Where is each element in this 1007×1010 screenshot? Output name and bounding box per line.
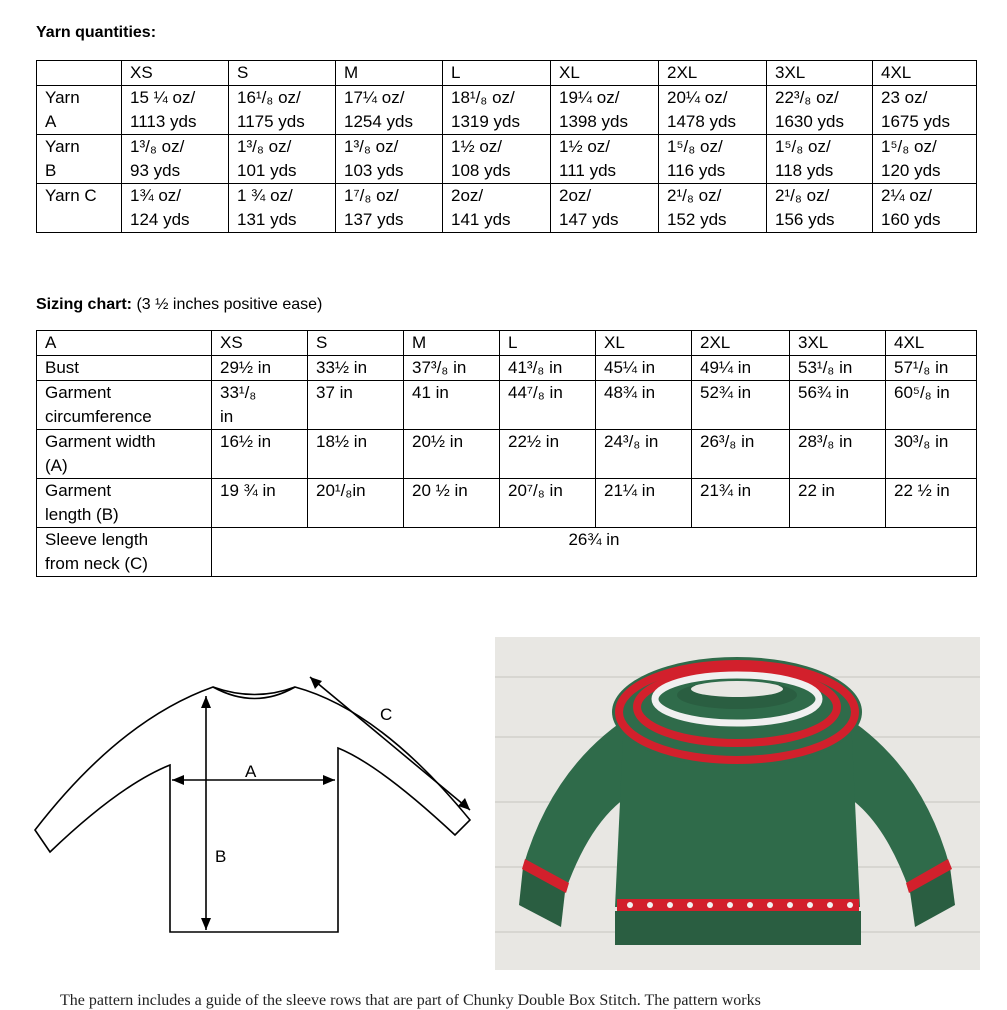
arrow-c-line [310, 677, 470, 810]
yarn-quantity-cell: 2oz/ 147 yds [551, 184, 659, 233]
yarn-row [37, 86, 977, 135]
yarn-quantity-cell: 1³/₈ oz/ 103 yds [336, 135, 443, 184]
size-header-cell: L [443, 61, 551, 86]
measurement-value-cell: 29½ in [212, 356, 308, 381]
measurement-value-cell: 26³/₈ in [692, 430, 790, 479]
yarn-quantity-cell: 1³/₈ oz/ 101 yds [229, 135, 336, 184]
size-header-cell: L [500, 331, 596, 356]
sizing-heading: Sizing chart: (3 ½ inches positive ease) [36, 296, 323, 313]
measurement-value-cell: 37 in [308, 381, 404, 430]
yarn-quantity-cell: 1¾ oz/ 124 yds [122, 184, 229, 233]
label-b: B [215, 847, 227, 866]
sizing-header-corner: A [37, 331, 212, 356]
measurement-value-cell: 53¹/₈ in [790, 356, 886, 381]
yarn-quantity-cell: 1½ oz/ 111 yds [551, 135, 659, 184]
sweater-schematic-diagram [30, 660, 480, 945]
measurement-value-cell: 33¹/₈ in [212, 381, 308, 430]
measurement-value-cell: 22 in [790, 479, 886, 528]
measurement-label-cell: Garment length (B) [37, 479, 212, 528]
measurement-value-cell: 60⁵/₈ in [886, 381, 977, 430]
measurement-value-cell: 48¾ in [596, 381, 692, 430]
size-header-cell: 4XL [886, 331, 977, 356]
measurement-value-cell: 24³/₈ in [596, 430, 692, 479]
yarn-quantity-cell: 15 ¼ oz/ 1113 yds [122, 86, 229, 135]
yarn-quantity-cell: 17¼ oz/ 1254 yds [336, 86, 443, 135]
measurement-value-cell: 56¾ in [790, 381, 886, 430]
measurement-value-cell: 44⁷/₈ in [500, 381, 596, 430]
measurement-label-cell: Sleeve length from neck (C) [37, 528, 212, 577]
yarn-quantity-cell: 2¹/₈ oz/ 152 yds [659, 184, 767, 233]
measurement-value-cell: 22½ in [500, 430, 596, 479]
sizing-row [37, 356, 977, 381]
yarn-quantity-cell: 1³/₈ oz/ 93 yds [122, 135, 229, 184]
yarn-heading: Yarn quantities: [36, 24, 157, 41]
measurement-value-cell: 21¾ in [692, 479, 790, 528]
yarn-quantity-cell: 20¼ oz/ 1478 yds [659, 86, 767, 135]
sizing-row [37, 528, 977, 577]
measurement-value-cell: 57¹/₈ in [886, 356, 977, 381]
merged-measurement-cell: 26¾ in [212, 528, 977, 577]
size-header-cell: XL [551, 61, 659, 86]
measurement-value-cell: 21¼ in [596, 479, 692, 528]
measurement-label-cell: Garment circumference [37, 381, 212, 430]
size-header-cell: XS [122, 61, 229, 86]
size-header-cell: 3XL [790, 331, 886, 356]
measurement-value-cell: 33½ in [308, 356, 404, 381]
size-header-cell: XL [596, 331, 692, 356]
yarn-quantity-cell: 23 oz/ 1675 yds [873, 86, 977, 135]
yarn-header-corner [37, 61, 122, 86]
yarn-quantity-cell: 2oz/ 141 yds [443, 184, 551, 233]
measurement-value-cell: 41³/₈ in [500, 356, 596, 381]
yarn-quantity-cell: 1⁷/₈ oz/ 137 yds [336, 184, 443, 233]
measurement-value-cell: 49¼ in [692, 356, 790, 381]
measurement-value-cell: 22 ½ in [886, 479, 977, 528]
size-header-cell: M [336, 61, 443, 86]
yarn-quantity-cell: 1½ oz/ 108 yds [443, 135, 551, 184]
yarn-quantity-cell: 19¼ oz/ 1398 yds [551, 86, 659, 135]
size-header-cell: 3XL [767, 61, 873, 86]
measurement-value-cell: 16½ in [212, 430, 308, 479]
sizing-header-row [37, 331, 977, 356]
sweater-photo [495, 637, 980, 970]
yarn-quantity-cell: 1⁵/₈ oz/ 116 yds [659, 135, 767, 184]
size-header-cell: 2XL [692, 331, 790, 356]
size-header-cell: S [308, 331, 404, 356]
yarn-label-cell: Yarn B [37, 135, 122, 184]
measurement-value-cell: 41 in [404, 381, 500, 430]
sizing-chart-table [36, 330, 977, 577]
sizing-row [37, 381, 977, 430]
schematic-outline [35, 687, 470, 932]
sizing-row [37, 430, 977, 479]
yarn-row [37, 184, 977, 233]
yarn-quantities-table [36, 60, 977, 233]
label-a: A [245, 762, 257, 781]
footer-text: The pattern includes a guide of the sleeve rows that are part of Chunky Double Box Stitch. The pattern works [60, 992, 761, 1009]
yarn-header-row [37, 61, 977, 86]
yarn-label-cell: Yarn C [37, 184, 122, 233]
measurement-label-cell: Garment width (A) [37, 430, 212, 479]
yarn-quantity-cell: 18¹/₈ oz/ 1319 yds [443, 86, 551, 135]
yarn-quantity-cell: 2¼ oz/ 160 yds [873, 184, 977, 233]
measurement-value-cell: 30³/₈ in [886, 430, 977, 479]
measurement-label-cell: Bust [37, 356, 212, 381]
sizing-row [37, 479, 977, 528]
yarn-quantity-cell: 16¹/₈ oz/ 1175 yds [229, 86, 336, 135]
yarn-quantity-cell: 1⁵/₈ oz/ 118 yds [767, 135, 873, 184]
yarn-row [37, 135, 977, 184]
yarn-quantity-cell: 2¹/₈ oz/ 156 yds [767, 184, 873, 233]
measurement-value-cell: 18½ in [308, 430, 404, 479]
yarn-label-cell: Yarn A [37, 86, 122, 135]
yarn-quantity-cell: 1 ¾ oz/ 131 yds [229, 184, 336, 233]
yarn-quantity-cell: 22³/₈ oz/ 1630 yds [767, 86, 873, 135]
label-c: C [380, 705, 393, 724]
yarn-quantity-cell: 1⁵/₈ oz/ 120 yds [873, 135, 977, 184]
schematic-neckline [213, 687, 295, 699]
measurement-value-cell: 20½ in [404, 430, 500, 479]
measurement-value-cell: 19 ¾ in [212, 479, 308, 528]
measurement-value-cell: 37³/₈ in [404, 356, 500, 381]
size-header-cell: M [404, 331, 500, 356]
size-header-cell: 4XL [873, 61, 977, 86]
size-header-cell: XS [212, 331, 308, 356]
measurement-value-cell: 45¼ in [596, 356, 692, 381]
measurement-value-cell: 20¹/₈in [308, 479, 404, 528]
size-header-cell: S [229, 61, 336, 86]
measurement-value-cell: 52¾ in [692, 381, 790, 430]
measurement-value-cell: 28³/₈ in [790, 430, 886, 479]
measurement-value-cell: 20 ½ in [404, 479, 500, 528]
size-header-cell: 2XL [659, 61, 767, 86]
measurement-value-cell: 20⁷/₈ in [500, 479, 596, 528]
